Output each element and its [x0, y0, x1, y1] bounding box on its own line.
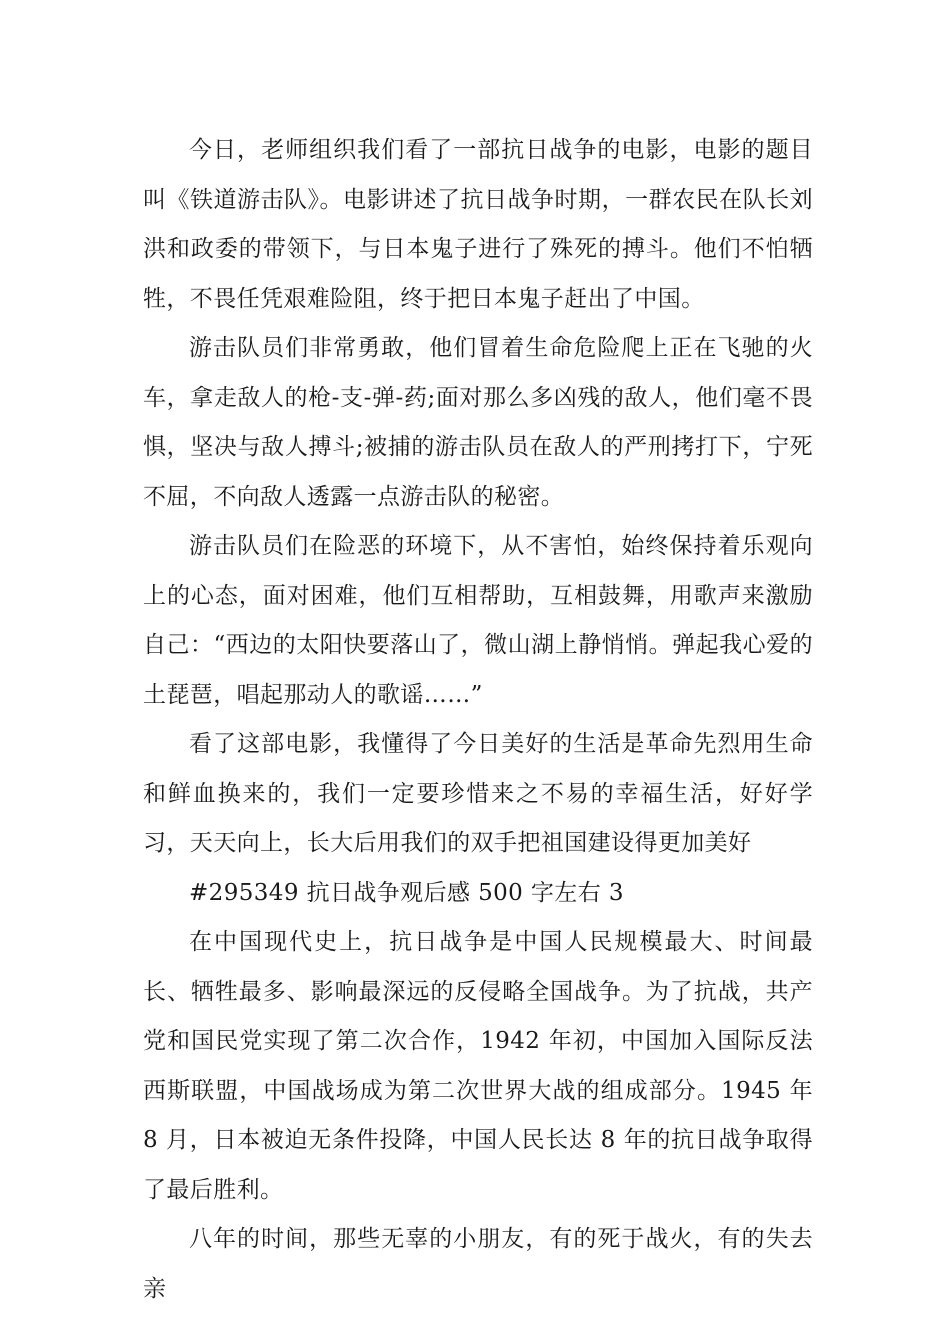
paragraph-6: 八年的时间，那些无辜的小朋友，有的死于战火，有的失去亲: [143, 1226, 813, 1302]
paragraph-3: 游击队员们在险恶的环境下，从不害怕，始终保持着乐观向上的心态，面对困难，他们互相帮助，互相鼓舞，用歌声来激励自己：“西边的太阳快要落山了，微山湖上静悄悄。弹起我心爱的土琵琶，唱起那动人的歌谣……”: [143, 533, 813, 708]
paragraph-5: 在中国现代史上，抗日战争是中国人民规模最大、时间最长、牺牲最多、影响最深远的反侵略全国战争。为了抗战，共产党和国民党实现了第二次合作，1942 年初，中国加入国际反法西斯联盟，中国战场成为第二次世界大战的组成部分。1945 年 8 月，日本被迫无条件投降，中国人民长达 8 年的抗日战争取得了最后胜利。: [143, 929, 813, 1203]
paragraph-2: 游击队员们非常勇敢，他们冒着生命危险爬上正在飞驰的火车，拿走敌人的枪-支-弹-药;面对那么多凶残的敌人，他们毫不畏惧，坚决与敌人搏斗;被捕的游击队员在敌人的严刑拷打下，宁死不屈，不向敌人透露一点游击队的秘密。: [143, 335, 813, 510]
paragraph-4: 看了这部电影，我懂得了今日美好的生活是革命先烈用生命和鲜血换来的，我们一定要珍惜来之不易的幸福生活，好好学习，天天向上，长大后用我们的双手把祖国建设得更加美好: [143, 731, 813, 856]
section-heading: #295349 抗日战争观后感 500 字左右 3: [189, 879, 624, 906]
document-body: [143, 126, 813, 1314]
paragraph-1: 今日，老师组织我们看了一部抗日战争的电影，电影的题目叫《铁道游击队》。电影讲述了抗日战争时期，一群农民在队长刘洪和政委的带领下，与日本鬼子进行了殊死的搏斗。他们不怕牺牲，不畏任凭艰难险阻，终于把日本鬼子赶出了中国。: [143, 137, 813, 312]
